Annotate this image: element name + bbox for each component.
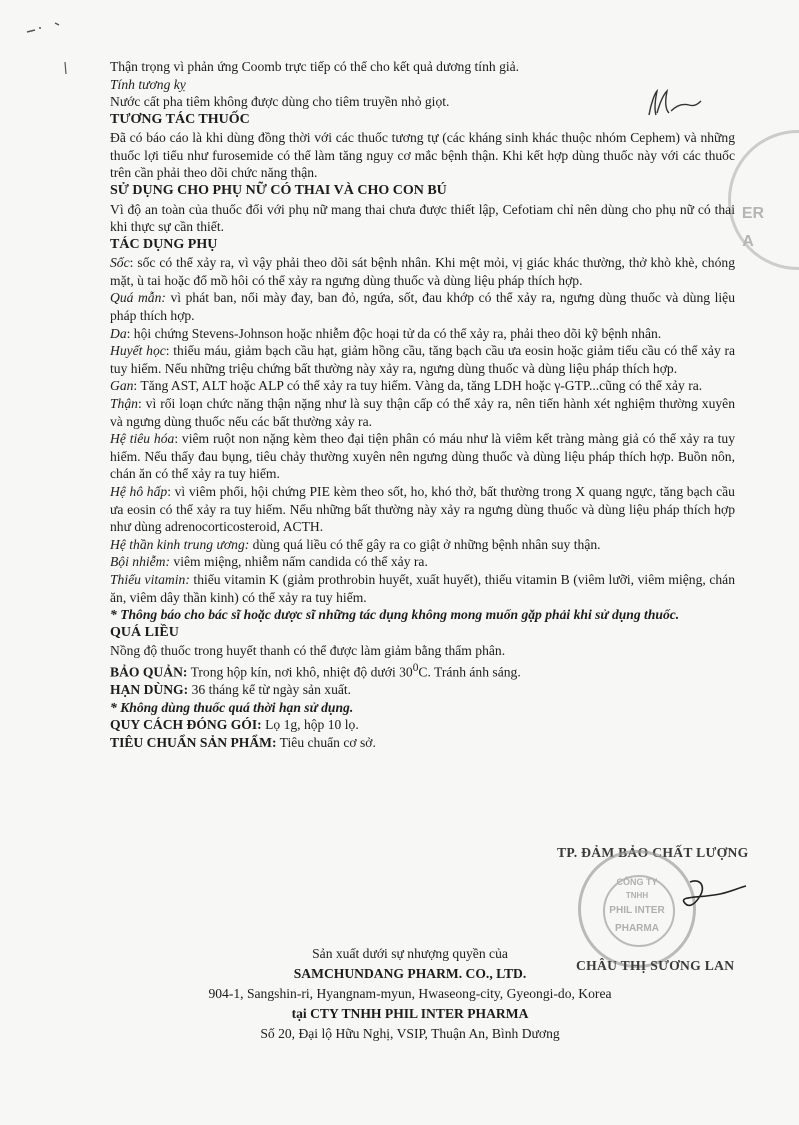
side-effects-note: * Thông báo cho bác sĩ hoặc dược sĩ những tác dụng không mong muốn gặp phải khi sử dụng thuốc. [110,607,680,623]
expiry-note: * Không dùng thuốc quá thời hạn sử dụng. [110,699,354,715]
packaging-line: QUY CÁCH ĐÓNG GÓI: Lọ 1g, hộp 10 lọ. [110,717,359,733]
storage-line: BẢO QUẢN: Trong hộp kín, nơi khô, nhiệt độ dưới $30^0C$. Tránh ánh sáng. [110,661,521,680]
manufacturer-footer [110,944,710,1044]
document-body [110,58,735,751]
licensor-address: 904-1, Sangshin-ri, Hyangnam-myun, Hwaseong-city, Gyeongi-do, Korea [208,986,612,1001]
incompatibility-text: Nước cất pha tiêm không được dùng cho tiêm truyền nhỏ giọt. [110,94,450,110]
licensor-company: SAMCHUNDANG PHARM. CO., LTD. [293,966,527,981]
standard-line: TIÊU CHUẨN SẢN PHẨM: Tiêu chuẩn cơ sở. [110,734,376,750]
overdose-heading: QUÁ LIỀU [110,624,179,640]
interactions-heading: TƯƠNG TÁC THUỐC [110,111,250,127]
shelf-life-line: HẠN DÙNG: 36 tháng kể từ ngày sản xuất. [110,681,352,697]
qa-signature [660,872,750,922]
qa-name: CHÂU THỊ SƯƠNG LAN [576,958,735,973]
incompatibility-label: Tính tương kỵ [110,76,186,92]
manufacturer-line: tại CTY TNHH PHIL INTER PHARMA [291,1006,529,1021]
qa-title: TP. ĐẢM BẢO CHẤT LƯỢNG [557,845,749,860]
side-effect-hypersensitivity: Quá mẫn: vì phát ban, nổi mày đay, ban đỏ, ngứa, sốt, đau khớp có thể xảy ra, ngưng dùng thuốc và dùng liệu pháp thích hợp. [110,290,736,324]
side-effects-heading: TÁC DỤNG PHỤ [110,236,218,252]
pregnancy-heading: SỬ DỤNG CHO PHỤ NỮ CÓ THAI VÀ CHO CON BÚ [110,183,447,199]
side-effect-cns: Hệ thần kinh trung ương: dùng quá liều có thể gây ra co giật ở những bệnh nhân suy thận. [110,536,601,552]
side-effect-liver: Gan: Tăng AST, ALT hoặc ALP có thể xảy ra tuy hiếm. Vàng da, tăng LDH hoặc γ-GTP...cũng có thể xảy ra. [110,378,703,394]
license-line: Sản xuất dưới sự nhượng quyền của [312,946,508,961]
manufacturer-address: Số 20, Đại lộ Hữu Nghị, VSIP, Thuận An, Bình Dương [260,1026,560,1041]
coomb-caution: Thận trọng vì phản ứng Coomb trực tiếp có thể cho kết quả dương tính giả. [110,59,520,74]
side-stamp-text: ER [741,205,765,222]
side-effect-hematology: Huyết học: thiếu máu, giảm bạch cầu hạt, giảm hồng cầu, tăng bạch cầu ưa eosin hoặc giảm tiểu cầu có thể xảy ra tuy hiếm. Nếu những triệu chứng bất thường này xảy ra, ngưng dùng thuốc và dùng liệu pháp thích hợp. [110,343,736,376]
side-effect-superinfection: Bội nhiễm: viêm miệng, nhiễm nấm candida có thể xảy ra. [110,554,428,570]
scan-marks [25,20,85,80]
side-stamp-seal: ER A [728,130,799,270]
company-stamp: CÔNG TY TNHH PHIL INTER PHARMA [578,850,696,968]
overdose-text: Nồng độ thuốc trong huyết thanh có thể được làm giảm bằng thẩm phân. [110,643,506,659]
side-effect-skin: Da: hội chứng Stevens-Johnson hoặc nhiễm độc hoại tử da có thể xảy ra, phải theo dõi kỹ bệnh nhân. [110,325,662,341]
side-effect-digestive: Hệ tiêu hóa: viêm ruột non nặng kèm theo đại tiện phân có máu như là viêm kết tràng màng giả có thể xảy ra tuy hiếm. Nếu thấy đau bụng, tiêu chảy thường xuyên nên ngưng dùng thuốc và dùng liệu pháp thích hợp. Buồn nôn, chán ăn có thể xảy ra tuy hiếm. [110,431,735,482]
side-effect-respiratory: Hệ hô hấp: vì viêm phổi, hội chứng PIE kèm theo sốt, ho, khó thở, bất thường trong X quang ngực, tăng bạch cầu ưa eosin có thể xảy ra tuy hiếm. Nếu những bất thường này xảy ra ngưng dùng thuốc và dùng liệu pháp thích hợp như dùng adrenocorticosteroid, ACTH. [110,483,735,535]
side-effect-kidney: Thận: vì rối loạn chức năng thận nặng như là suy thận cấp có thể xảy ra, nên tiến hành xét nghiệm thường xuyên và ngưng dùng thuốc nếu các bất thường xảy ra. [110,396,735,429]
pregnancy-text: Vì độ an toàn của thuốc đối với phụ nữ mang thai chưa được thiết lập, Cefotiam chỉ nên dùng cho phụ nữ có thai khi thực sự cần thiết. [110,201,735,235]
side-effect-vitamin: Thiếu vitamin: thiếu vitamin K (giảm prothrobin huyết, xuất huyết), thiếu vitamin B (viêm lưỡi, viêm miệng, chán ăn, viêm dây thần kinh) có thể xảy ra tuy hiếm. [110,571,735,605]
side-effect-shock: Sốc: sốc có thể xảy ra, vì vậy phải theo dõi sát bệnh nhân. Khi mệt mỏi, vị giác khác thường, thở khò khè, chóng mặt, ù tai hoặc đổ mồ hôi có thể xảy ra ngưng dùng thuốc và dùng liệu pháp thích hợp. [110,255,735,288]
interactions-text: Đã có báo cáo là khi dùng đồng thời với các thuốc tương tự (các kháng sinh khác thuộc nhóm Cephem) và những thuốc lợi tiểu như furosemide có thể làm tăng nguy cơ mắc bệnh thận. Khi kết hợp dùng thuốc này với các thuốc trên cần phải theo dõi chức năng thận. [110,130,735,181]
